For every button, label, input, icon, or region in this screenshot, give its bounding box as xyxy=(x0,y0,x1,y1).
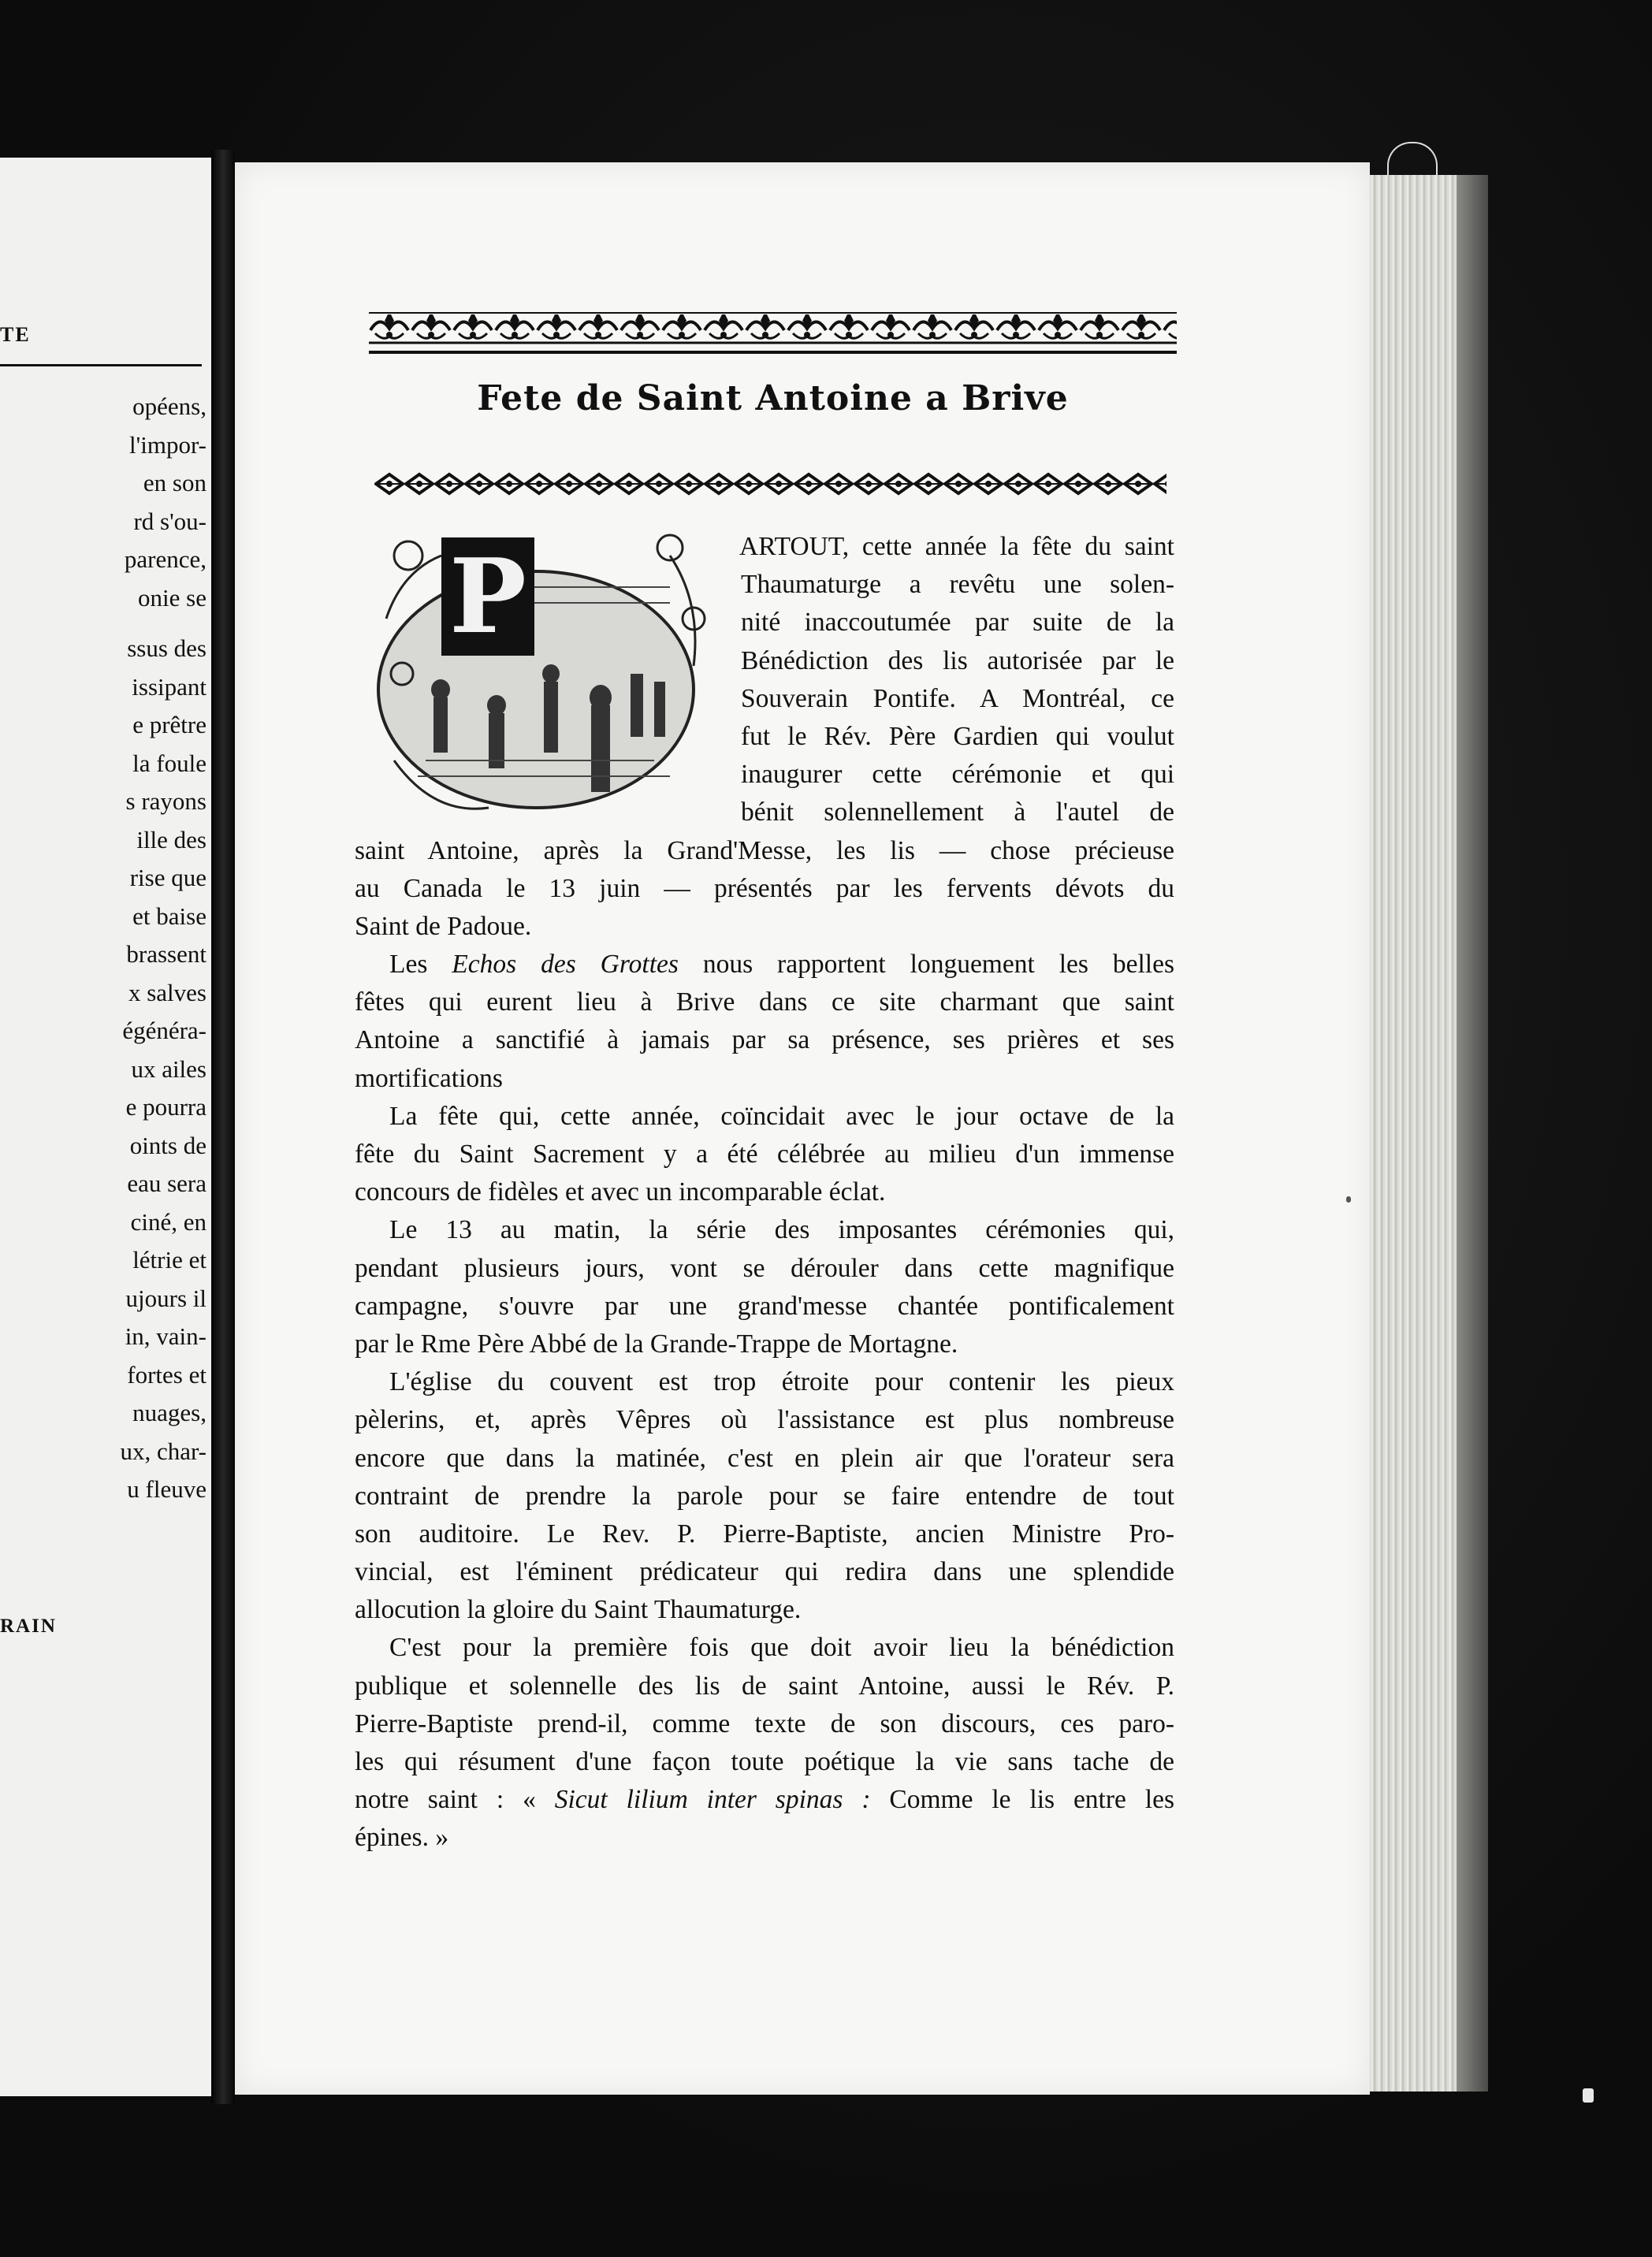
left-text-line: onie se xyxy=(138,583,206,612)
page-edges xyxy=(1370,175,1488,2092)
text-line: bénit solennellement à l'autel de xyxy=(741,798,1174,827)
text-line: nité inaccoutumée par suite de la xyxy=(741,608,1174,638)
scan-speck xyxy=(1346,1196,1351,1203)
left-text-line: ssus des xyxy=(127,634,206,662)
left-text-line: ux, char- xyxy=(120,1437,206,1465)
scan-speck xyxy=(1583,2088,1594,2103)
left-text-line: l'impor- xyxy=(129,430,206,459)
text-line: pendant plusieurs jours, vont se dérouler dans cette magnifique xyxy=(355,1253,1174,1283)
text-line: son auditoire. Le Rev. P. Pierre-Baptiste, ancien Ministre Pro- xyxy=(355,1519,1174,1549)
left-text-line: x salves xyxy=(128,978,206,1006)
text-line: vincial, est l'éminent prédicateur qui redira dans une splendide xyxy=(355,1557,1174,1587)
article-title: Fete de Saint Antoine a Brive xyxy=(477,378,1069,418)
text-line: allocution la gloire du Saint Thaumaturge. xyxy=(355,1595,802,1625)
left-text-line: rd s'ou- xyxy=(133,507,206,535)
left-facing-page xyxy=(0,158,211,2096)
text-line: Souverain Pontife. A Montréal, ce xyxy=(741,683,1174,713)
text-line: Le 13 au matin, la série des imposantes cérémonies qui, xyxy=(389,1215,1174,1245)
text-line: Thaumaturge a revêtu une solen- xyxy=(741,570,1174,600)
text-line: La fête qui, cette année, coïncidait avec le jour octave de la xyxy=(389,1101,1174,1131)
text-line: inaugurer cette cérémonie et qui xyxy=(741,760,1174,790)
text-line: L'église du couvent est trop étroite pour contenir les pieux xyxy=(389,1367,1174,1397)
left-header-rule xyxy=(0,364,202,366)
left-paragraph-gap xyxy=(120,617,206,630)
left-text-line: ciné, en xyxy=(130,1207,206,1236)
left-text-line: opéens, xyxy=(132,392,206,420)
text-line: fêtes qui eurent lieu à Brive dans ce site charmant que saint xyxy=(355,987,1174,1017)
italic-title-span: Echos des Grottes xyxy=(452,950,679,980)
text-line: au Canada le 13 juin — présentés par les fervents dévots du xyxy=(355,873,1174,903)
left-text-line: parence, xyxy=(124,545,206,573)
left-page-footer: RAIN xyxy=(0,1616,57,1637)
left-text-line: ille des xyxy=(136,825,206,853)
title-ornament-border xyxy=(374,470,1166,498)
latin-quote-span: Sicut lilium inter spinas : xyxy=(554,1785,871,1815)
text-line: épines. » xyxy=(355,1823,449,1853)
text-line: ARTOUT, cette année la fête du saint xyxy=(739,532,1174,561)
text-line: C'est pour la première fois que doit avoir lieu la bénédiction xyxy=(389,1633,1174,1663)
text-line: pèlerins, et, après Vêpres où l'assistance est plus nombreuse xyxy=(355,1405,1174,1435)
text-span: notre saint : « xyxy=(355,1785,555,1815)
text-line: contraint de prendre la parole pour se faire entendre de tout xyxy=(355,1481,1174,1511)
left-text-line: e pourra xyxy=(125,1093,206,1121)
text-line: Antoine a sanctifié à jamais par sa présence, ses prières et ses xyxy=(355,1025,1174,1055)
left-text-line: eau sera xyxy=(127,1169,206,1197)
book-gutter xyxy=(211,150,235,2104)
left-text-line: brassent xyxy=(126,940,206,968)
text-line: publique et solennelle des lis de saint Antoine, aussi le Rév. P. xyxy=(355,1671,1174,1701)
text-line xyxy=(355,946,1174,983)
text-span: Comme le lis entre les xyxy=(870,1785,1174,1815)
left-text-line: u fleuve xyxy=(127,1475,206,1503)
left-text-line: in, vain- xyxy=(125,1322,206,1350)
text-line: fut le Rév. Père Gardien qui voulut xyxy=(741,721,1174,751)
left-text-line: ujours il xyxy=(125,1284,206,1312)
text-line: Bénédiction des lis autorisée par le xyxy=(741,645,1174,675)
drop-cap-letter: P xyxy=(441,537,534,656)
text-line: Pierre-Baptiste prend-il, comme texte de son discours, ces paro- xyxy=(355,1709,1174,1738)
left-page-text xyxy=(120,388,206,1509)
left-text-line: oints de xyxy=(129,1131,206,1159)
text-line: concours de fidèles et avec un incomparable éclat. xyxy=(355,1177,886,1207)
left-text-line: e prêtre xyxy=(132,711,206,738)
text-span: nous rapportent longuement les belles xyxy=(678,950,1174,980)
text-line: encore que dans la matinée, c'est en plein air que l'orateur sera xyxy=(355,1443,1174,1473)
left-text-line: ux ailes xyxy=(131,1054,206,1083)
left-text-line: issipant xyxy=(132,672,206,701)
text-line: fête du Saint Sacrement y a été célébrée au milieu d'un immense xyxy=(355,1140,1174,1169)
left-text-line: rise que xyxy=(129,864,206,891)
text-line: saint Antoine, après la Grand'Messe, les lis — chose précieuse xyxy=(355,835,1174,865)
text-line: campagne, s'ouvre par une grand'messe chantée pontificalement xyxy=(355,1291,1174,1321)
article-body xyxy=(355,528,1174,1857)
text-line: par le Rme Père Abbé de la Grande-Trappe de Mortagne. xyxy=(355,1329,958,1359)
left-text-line: létrie et xyxy=(132,1246,206,1274)
left-text-line: et baise xyxy=(132,902,206,930)
left-text-line: fortes et xyxy=(127,1360,206,1389)
left-page-header: TE xyxy=(0,323,31,346)
left-text-line: s rayons xyxy=(125,787,206,815)
text-line xyxy=(355,1781,1174,1819)
text-line: les qui résument d'une façon toute poétique la vie sans tache de xyxy=(355,1747,1174,1776)
left-text-line: nuages, xyxy=(132,1399,206,1426)
left-text-line: en son xyxy=(143,469,206,496)
text-span: Les xyxy=(389,950,452,980)
text-line: Saint de Padoue. xyxy=(355,911,532,941)
text-line: mortifications xyxy=(355,1063,503,1093)
left-text-line: égénéra- xyxy=(122,1017,206,1044)
left-text-line: la foule xyxy=(132,749,206,777)
top-ornament-border xyxy=(369,303,1177,360)
